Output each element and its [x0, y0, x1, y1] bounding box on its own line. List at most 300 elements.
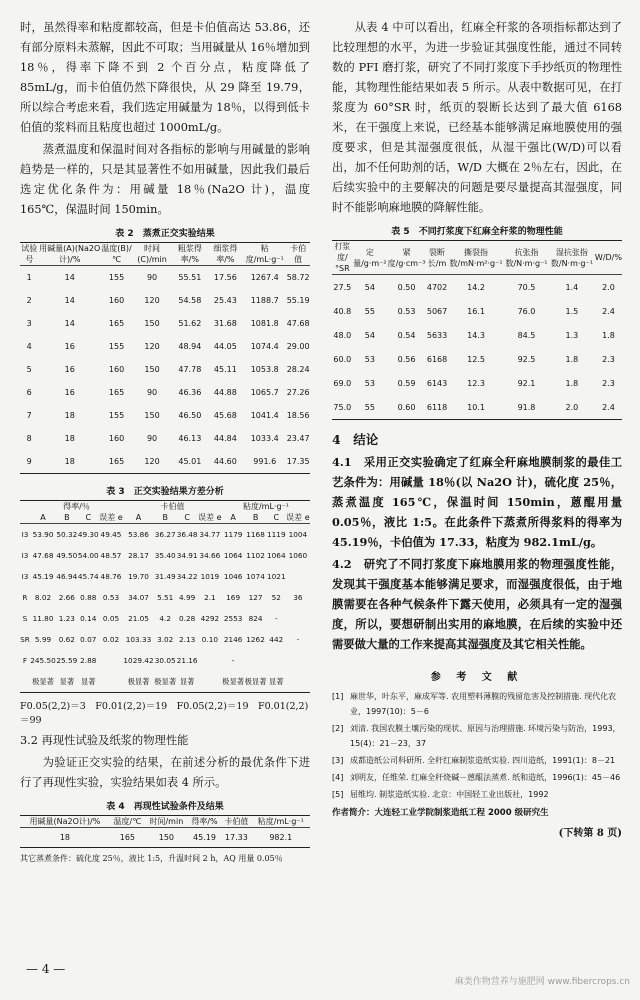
table5-cell: 1.8: [565, 378, 579, 388]
table2-cell: 55.19: [286, 296, 310, 305]
table5-cell: 0.53: [397, 306, 416, 316]
table5-header-cell: 湿抗张指数/N·m·g⁻¹: [550, 247, 593, 268]
table3-cell: -: [231, 656, 235, 665]
table4-cell: 150: [158, 833, 175, 842]
table3-cell: 极显著: [244, 676, 267, 686]
table3-subheader: 误差 e: [286, 513, 310, 522]
table3-cell: 53.90: [32, 530, 54, 539]
table5-cell: 0.54: [397, 330, 416, 340]
table3-cell: 47.68: [32, 551, 54, 560]
table2-cell: 58.72: [286, 273, 310, 282]
table3-cell: [20, 671, 30, 693]
table3-cell: [198, 671, 222, 693]
table3-cell: 36.27: [154, 530, 176, 539]
table2-header-cell: 卡伯值: [290, 244, 307, 264]
table3-cell: 11.80: [32, 614, 54, 623]
table4: [20, 815, 310, 848]
table3-cell: 30.05: [154, 656, 176, 665]
table2-cell: 17.35: [286, 457, 310, 466]
table3-subheader: B: [162, 513, 168, 522]
table2-cell: 1053.8: [250, 365, 279, 374]
table3-cell: 2.66: [58, 593, 75, 602]
table2-cell: 16: [64, 342, 75, 351]
table5-cell: 14.3: [467, 330, 485, 340]
table-row: [20, 671, 310, 693]
reference-item: [332, 770, 622, 785]
table2-cell: 90: [146, 273, 158, 282]
table3-cell: 53.86: [128, 530, 149, 539]
table5-cell: 75.0: [333, 402, 352, 412]
table5-cell: 69.0: [333, 378, 352, 388]
table2-cell: 28.24: [286, 365, 310, 374]
table2-header-cell: 粘度/mL·g⁻¹: [245, 244, 284, 264]
table3-cell: 5.99: [34, 635, 52, 644]
table3-cell: 1046: [223, 572, 243, 581]
table2-cell: 23.47: [286, 434, 310, 443]
table2-cell: 44.05: [213, 342, 237, 351]
table3-group-header: 卡伯值: [160, 502, 185, 511]
reference-number: [2]: [332, 724, 344, 733]
table5-header-cell: 撕裂指数/mN·m²·g⁻¹: [449, 247, 503, 268]
table5-cell: 2.4: [602, 402, 615, 412]
table5-cell: 6118: [426, 402, 448, 412]
table3-subheader: 误差 e: [198, 513, 222, 522]
table5-header-cell: 定量/g·m⁻²: [353, 247, 387, 268]
table3-cell: 1262: [246, 635, 265, 644]
table-row: [20, 545, 310, 566]
table5-cell: 16.1: [467, 306, 485, 316]
table-row: [20, 608, 310, 629]
table2-cell: 46.50: [178, 411, 202, 420]
table3-cell: F: [22, 656, 28, 665]
table3-cell: 2146: [223, 635, 243, 644]
table3-cell: 103.33: [125, 635, 152, 644]
table5-cell: 12.5: [467, 354, 485, 364]
table3-cell: 19.70: [128, 572, 149, 581]
table-row: [332, 395, 622, 420]
table5-cell: 1.5: [565, 306, 579, 316]
table5-cell: 4702: [426, 282, 448, 292]
table5-cell: 1.8: [565, 354, 579, 364]
table3-cell: 36: [293, 593, 303, 602]
table3-cell: 34.07: [128, 593, 149, 602]
reference-number: [5]: [332, 790, 344, 799]
table3-cell: 8.02: [34, 593, 52, 602]
table2-cell: 120: [144, 296, 160, 305]
table2-cell: 18.56: [286, 411, 310, 420]
table4-header-cell: 用碱量(Na2O计)/%: [29, 817, 101, 826]
reference-text: 成都造纸公司科研所. 全秆红麻制浆造纸实验. 四川造纸，1991(1)：8－21: [350, 756, 616, 765]
f-values-note: F0.05(2,2)＝3 F0.01(2,2)＝19 F0.05(2,2)＝19 F0.01(2,2)＝99: [20, 701, 309, 726]
table3-cell: 49.30: [77, 530, 99, 539]
table5-cell: 2.3: [602, 378, 615, 388]
table3-cell: 21.05: [128, 614, 149, 623]
table3-cell: 1060: [288, 551, 308, 560]
table3-cell: 21.16: [176, 656, 198, 665]
table3-cell: 25.59: [56, 656, 78, 665]
table2-cell: 150: [144, 411, 160, 420]
watermark: 麻类作物营养与施肥网 www.fibercrops.cn: [454, 977, 630, 987]
table2-cell: 1081.8: [250, 319, 279, 328]
table5-cell: 54: [364, 282, 375, 292]
table5-cell: 92.5: [517, 354, 536, 364]
left-paragraph-1: 时，虽然得率和粘度都较高，但是卡伯值高达 53.86，还有部分原料未蒸解，因此不可取；当用碱量从 16％增加到 18％，得率下降不到 2 个百分点，粘度降低了 85mL/g，而卡伯值仍然下降很快，从 29 降至 19.79，所以综合考虑来看，我们选定用碱量为 18％，以得到低卡伯值的浆料而且粘度也超过 1000mL/g。: [20, 21, 310, 134]
table-row: [332, 323, 622, 347]
table2-cell: 16: [64, 388, 75, 397]
table2-cell: 165: [108, 319, 125, 328]
table2-cell: 155: [108, 273, 125, 282]
table3-cell: 442: [269, 635, 284, 644]
table2-cell: 155: [108, 411, 125, 420]
table3-subheader: A: [135, 513, 142, 522]
table5-caption: 表 5 不同打浆度下红麻全秆浆的物理性能: [391, 227, 563, 237]
table3-caption: 表 3 正交实验结果方差分析: [106, 487, 224, 497]
table3-cell: I3: [21, 572, 29, 581]
table5-cell: 1.4: [565, 282, 579, 292]
table5-cell: 92.1: [517, 378, 536, 388]
conclusion-4-2: 4.2 研究了不同打浆度下麻地膜用浆的物理强度性能，发现其干强度基本能够满足要求，而湿强度很低，由于地膜需要在各种气候条件下露天使用，必须具有一定的湿强度，所以，要想研制出实用的麻地膜，在后续的实验中还需要做大量的工作来提高其湿强度及其它相关性能。: [332, 557, 622, 651]
table3-cell: 50.32: [56, 530, 78, 539]
references-list: [332, 689, 622, 802]
table3-cell: 34.22: [176, 572, 198, 581]
table3-cell: 4.2: [159, 614, 171, 623]
table3-cell: 0.02: [102, 635, 120, 644]
table2-cell: 16: [64, 365, 75, 374]
table3-cell: 极显著: [127, 676, 150, 686]
table5-cell: 91.8: [517, 402, 536, 412]
table2-cell: 120: [144, 342, 160, 351]
table5-cell: 55: [364, 402, 375, 412]
table3-cell: 0.05: [102, 614, 120, 623]
table3-cell: 1179: [223, 530, 243, 539]
table-row: [20, 524, 310, 546]
table5-cell: 6143: [426, 378, 448, 388]
reference-text: 刘明友，任维荣. 红麻全秆烧碱－蒽醌法蒸煮. 纸和造纸，1996(1)：45－46: [350, 773, 621, 782]
reference-text: 麻世华，叶东平，麻成军等. 农用塑料薄膜的残留危害及控制措施. 现代化农业，1997(10)：5－6: [350, 692, 617, 716]
table2-cell: 1065.7: [250, 388, 279, 397]
table3-corner: [20, 501, 30, 513]
table3-cell: 28.17: [128, 551, 149, 560]
table3-cell: 1.23: [58, 614, 75, 623]
table5-cell: 6168: [426, 354, 448, 364]
right-paragraph-1: 从表 4 中可以看出，红麻全秆浆的各项指标都达到了比较理想的水平，为进一步验证其强度性能，通过不同转数的 PFI 磨打浆，研究了不同打浆度下手抄纸页的物理性能，其物理性能结果如表 5 所示。从表中数据可见，在打浆度为 60°SR 时，纸页的裂断长达到了最大值 6168 米，在干强度上来说，已经基本能够满足麻地膜使用的强度要求，但是其湿强度很低，从湿干强比(W/D)可以看出，加不任何助剂的话，W/D 大概在 2％左右，因此，在后续实验中的主要解决的问题是要尽量提高其湿强度，同时不能影响麻地膜的降解性能。: [332, 21, 622, 214]
table2-cell: 150: [144, 365, 160, 374]
table2-cell: 8: [26, 434, 32, 443]
table3-cell: 36.48: [176, 530, 198, 539]
table-row: [20, 266, 310, 290]
table2-cell: 14: [64, 273, 75, 282]
reference-text: 屈维均. 制浆造纸实验. 北京：中国轻工业出版社，1992: [350, 790, 549, 799]
table2-cell: 44.60: [213, 457, 237, 466]
section-3-2-paragraph: 为验证正交实验的结果，在前述分析的最优条件下进行了再现性实验，实验结果如表 4 所示。: [20, 756, 310, 789]
table3-cell: SR: [20, 635, 30, 644]
table2-cell: 47.68: [286, 319, 310, 328]
table3-corner: [20, 512, 30, 524]
table5-cell: 0.50: [397, 282, 416, 292]
table3-cell: 0.10: [201, 635, 218, 644]
table2-cell: 18: [64, 411, 75, 420]
table3-cell: 1119: [267, 530, 286, 539]
table-row: [20, 381, 310, 404]
table-row: [332, 347, 622, 371]
table3-cell: 45.19: [32, 572, 54, 581]
section-3-2-title: 3.2 再现性试验及纸浆的物理性能: [20, 734, 189, 747]
table4-note: 其它蒸煮条件：硫化度 25％，液比 1:5，升温时间 2 h，AQ 用量 0.05％: [20, 854, 283, 863]
table3-cell: 0.53: [102, 593, 120, 602]
table5-cell: 14.2: [467, 282, 485, 292]
table3-cell: 245.50: [30, 656, 56, 665]
table5-cell: 0.59: [397, 378, 416, 388]
table3: [20, 500, 310, 693]
table3-cell: [244, 650, 266, 671]
table3-cell: 1064: [267, 551, 286, 560]
table3-cell: 1064: [223, 551, 243, 560]
table3-cell: I3: [21, 530, 29, 539]
table3-cell: 1004: [288, 530, 308, 539]
table3-cell: 显著: [59, 676, 75, 686]
table2-header-cell: 用碱量(A)(Na2O计)/%: [39, 244, 101, 264]
reference-item: [332, 787, 622, 802]
table3-cell: 显著: [269, 676, 284, 686]
table5-header-cell: 紧度/g·cm⁻³: [387, 247, 426, 268]
table3-cell: 127: [248, 593, 263, 602]
table-row: [332, 299, 622, 323]
table-row: [20, 566, 310, 587]
table2-cell: 29.00: [286, 342, 310, 351]
table2-cell: 2: [26, 296, 32, 305]
table5-cell: 53: [364, 354, 375, 364]
table2-cell: 991.6: [253, 457, 277, 466]
table3-cell: 极显著: [222, 676, 245, 686]
table2-header-cell: 温度(B)/℃: [101, 244, 132, 264]
table3-cell: 1029.42: [123, 656, 154, 665]
table2-cell: 18: [64, 434, 75, 443]
table3-cell: 1168: [246, 530, 265, 539]
reference-item: [332, 689, 622, 719]
table-row: [20, 358, 310, 381]
table4-cell: 982.1: [269, 833, 293, 842]
table5-cell: 2.4: [602, 306, 615, 316]
table3-subheader: C: [273, 513, 280, 522]
table3-cell: 5.51: [157, 593, 174, 602]
table2-cell: 14: [64, 296, 75, 305]
right-column: [332, 18, 622, 839]
table5-cell: 1.8: [602, 330, 615, 340]
table5-cell: 2.3: [602, 354, 615, 364]
table4-header-cell: 粘度/mL·g⁻¹: [257, 817, 304, 826]
table5-cell: 70.5: [517, 282, 536, 292]
table3-cell: 4.99: [179, 593, 196, 602]
table3-subheader: 误差 e: [99, 513, 123, 522]
table3-cell: 45.74: [77, 572, 99, 581]
table3-cell: 2.88: [80, 656, 97, 665]
table5-header-cell: 打浆度/°SR: [334, 242, 351, 273]
table4-cell: 17.33: [224, 833, 248, 842]
table3-cell: 2.1: [204, 593, 216, 602]
table2-cell: 5: [26, 365, 32, 374]
table3-cell: 169: [226, 593, 241, 602]
table3-cell: 1019: [200, 572, 220, 581]
reference-item: [332, 721, 622, 751]
table3-cell: 31.49: [154, 572, 176, 581]
table2-cell: 1041.4: [250, 411, 279, 420]
table3-cell: 3.02: [157, 635, 174, 644]
table2-cell: 51.62: [178, 319, 202, 328]
author-bio: 作者简介：大连轻工业学院制浆造纸工程 2000 级研究生: [332, 808, 549, 818]
table3-cell: [99, 671, 123, 693]
table2-cell: 120: [144, 457, 160, 466]
table3-cell: -: [274, 614, 278, 623]
table5: [332, 240, 622, 420]
table5-cell: 54: [364, 330, 375, 340]
table2-header-cell: 时间(C)/min: [137, 244, 167, 264]
table5-cell: 48.0: [333, 330, 352, 340]
table2-cell: 160: [108, 434, 125, 443]
table3-cell: 1102: [246, 551, 265, 560]
table5-cell: 5067: [426, 306, 448, 316]
table3-cell: S: [22, 614, 28, 623]
table3-subheader: C: [184, 513, 190, 522]
table2-cell: 45.68: [213, 411, 237, 420]
table2-cell: 46.13: [178, 434, 202, 443]
table2-cell: 1267.4: [250, 273, 279, 282]
table3-cell: 49.50: [56, 551, 78, 560]
table4-caption: 表 4 再现性试验条件及结果: [106, 802, 224, 812]
table2-cell: 31.68: [213, 319, 237, 328]
table3-cell: 34.91: [176, 551, 198, 560]
table2-cell: 47.78: [178, 365, 202, 374]
table3-subheader: A: [230, 513, 236, 522]
table2-cell: 17.56: [213, 273, 237, 282]
table2-cell: 25.43: [213, 296, 237, 305]
table-row: [20, 587, 310, 608]
reference-number: [1]: [332, 692, 344, 701]
table3-cell: 48.57: [100, 551, 122, 560]
table3-cell: 极显著: [154, 676, 177, 686]
references-title: 参 考 文 献: [430, 672, 524, 683]
table2-cell: 4: [26, 342, 32, 351]
table3-cell: 0.28: [179, 614, 196, 623]
table3-cell: 52: [271, 593, 281, 602]
table4-cell: 45.19: [193, 833, 216, 842]
table2-cell: 90: [146, 388, 158, 397]
table4-header-cell: 时间/min: [149, 817, 184, 826]
reference-number: [4]: [332, 773, 344, 782]
table3-cell: 2.13: [179, 635, 196, 644]
table3-cell: 极显著: [32, 676, 54, 686]
table2-cell: 6: [26, 388, 32, 397]
table5-cell: 60.0: [333, 354, 352, 364]
table5-header-cell: 抗张指数/N·m·g⁻¹: [505, 247, 548, 268]
table5-cell: 0.56: [397, 354, 416, 364]
table-row: [20, 289, 310, 312]
table4-cell: 165: [119, 833, 136, 842]
table2-cell: 90: [146, 434, 158, 443]
table2-cell: 155: [108, 342, 125, 351]
table2-cell: 45.11: [213, 365, 237, 374]
table5-cell: 84.5: [517, 330, 536, 340]
table2-cell: 160: [108, 365, 125, 374]
table5-cell: 55: [364, 306, 375, 316]
continued-note: (下转第 8 页): [558, 828, 622, 839]
table3-subheader: A: [40, 513, 46, 522]
table-row: [20, 404, 310, 427]
table3-cell: 1021: [267, 572, 286, 581]
table2-cell: 9: [26, 457, 32, 466]
table3-cell: 0.88: [80, 593, 97, 602]
table2-caption: 表 2 蒸煮正交实验结果: [115, 229, 215, 239]
table3-cell: 1074: [246, 572, 265, 581]
table-row: [332, 371, 622, 395]
table3-subheader: C: [85, 513, 92, 522]
table2-cell: 160: [108, 296, 125, 305]
reference-item: [332, 753, 622, 768]
table2-cell: 1074.4: [250, 342, 279, 351]
table-row: [20, 427, 310, 450]
table3-cell: 0.07: [80, 635, 97, 644]
table2-cell: 150: [144, 319, 160, 328]
table4-header-cell: 卡伯值: [224, 817, 249, 826]
table2-cell: 18: [64, 457, 75, 466]
table2-cell: 165: [108, 457, 125, 466]
table3-cell: [267, 650, 286, 671]
table5-cell: 0.60: [397, 402, 416, 412]
reference-number: [3]: [332, 756, 344, 765]
table2-cell: 1: [26, 273, 32, 282]
left-column: [20, 18, 310, 869]
table3-group-header: 粘度/mL·g⁻¹: [242, 502, 289, 511]
table-row: [332, 275, 622, 300]
table3-cell: 34.66: [199, 551, 221, 560]
table2-cell: 55.51: [178, 273, 202, 282]
table2-cell: 165: [108, 388, 125, 397]
table3-cell: 49.45: [100, 530, 122, 539]
table5-cell: 12.3: [467, 378, 485, 388]
table3-cell: 34.77: [199, 530, 221, 539]
table2-cell: 46.36: [178, 388, 202, 397]
table-row: [20, 335, 310, 358]
table2-cell: 3: [26, 319, 32, 328]
table2-header-cell: 粗浆得率/%: [177, 244, 202, 264]
page-number: — 4 —: [26, 962, 66, 976]
table5-header-cell: 裂断长/m: [427, 247, 447, 268]
table2-cell: 48.94: [178, 342, 202, 351]
table2-cell: 1033.4: [250, 434, 279, 443]
table5-cell: 40.8: [333, 306, 352, 316]
table2-cell: 27.26: [286, 388, 310, 397]
table5-cell: 27.5: [333, 282, 352, 292]
table3-cell: -: [296, 635, 300, 644]
table3-cell: 显著: [179, 676, 195, 686]
table3-subheader: B: [252, 513, 259, 522]
conclusion-4-1: 4.1 采用正交实验确定了红麻全秆麻地膜制浆的最佳工艺条件为：用碱量 18％(以 Na2O 计)，硫化度 25％，蒸煮温度 165℃，保温时间 150min，蒽醌用量 0.05％，液比 1:5。在此条件下蒸煮所得浆料的得率为 45.19％，卡伯值为 17.33，粘度为 982.1mL/g。: [332, 455, 622, 549]
table3-cell: [99, 650, 123, 671]
table2: [20, 242, 310, 474]
table5-cell: 76.0: [517, 306, 536, 316]
table3-group-header: 得率/％: [63, 502, 90, 511]
table5-cell: 53: [364, 378, 375, 388]
table3-cell: 54.00: [77, 551, 99, 560]
table3-cell: 46.94: [56, 572, 78, 581]
table-row: [20, 312, 310, 335]
section-4-title: 4 结论: [332, 432, 379, 447]
table5-cell: 5633: [426, 330, 448, 340]
table4-header-cell: 温度/℃: [113, 817, 142, 826]
table3-cell: 显著: [80, 676, 96, 686]
table5-cell: 2.0: [602, 282, 615, 292]
table5-cell: 10.1: [467, 402, 485, 412]
table-row: [20, 450, 310, 474]
